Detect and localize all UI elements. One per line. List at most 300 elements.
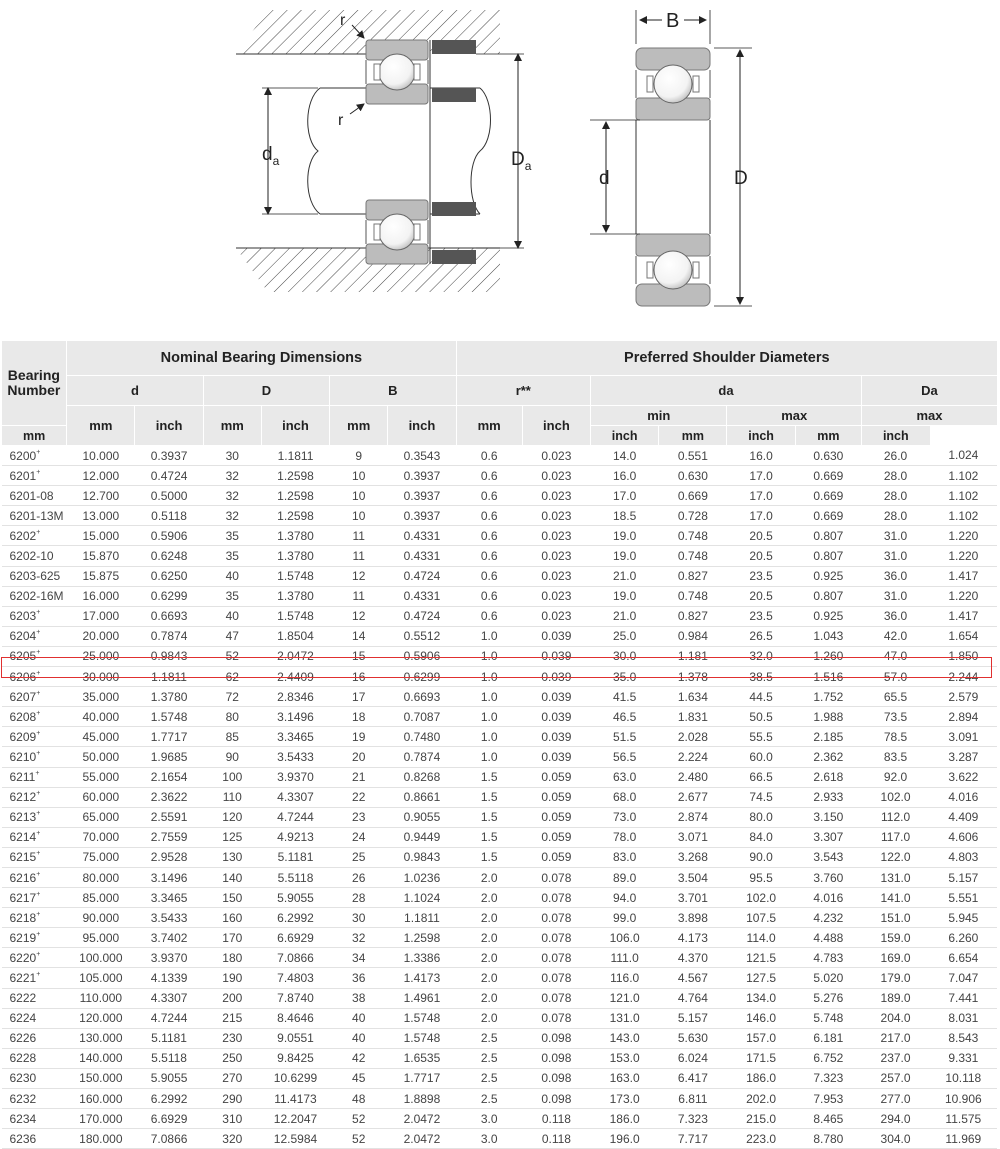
da-max-header: max bbox=[727, 406, 861, 426]
value-cell: 0.669 bbox=[659, 486, 727, 506]
value-cell: 189.0 bbox=[861, 988, 929, 1008]
value-cell: 0.6693 bbox=[135, 606, 203, 626]
value-cell: 15 bbox=[330, 646, 388, 666]
value-cell: 215 bbox=[203, 1008, 261, 1028]
value-cell: 0.9055 bbox=[388, 807, 456, 827]
value-cell: 28.0 bbox=[861, 486, 929, 506]
col-D-header: D bbox=[203, 376, 329, 406]
bearing-number-cell: 6221+ bbox=[2, 968, 67, 988]
value-cell: 1.3780 bbox=[261, 526, 329, 546]
value-cell: 9.8425 bbox=[261, 1048, 329, 1068]
value-cell: 1.5748 bbox=[261, 606, 329, 626]
value-cell: 5.157 bbox=[930, 867, 997, 887]
value-cell: 40 bbox=[330, 1008, 388, 1028]
value-cell: 40 bbox=[330, 1028, 388, 1048]
value-cell: 68.0 bbox=[591, 787, 659, 807]
value-cell: 3.287 bbox=[930, 747, 997, 767]
value-cell: 0.630 bbox=[795, 446, 861, 466]
value-cell: 1.1024 bbox=[388, 888, 456, 908]
value-cell: 99.0 bbox=[591, 908, 659, 928]
value-cell: 5.551 bbox=[930, 888, 997, 908]
bearing-number-cell: 6201-13M bbox=[2, 506, 67, 526]
bearing-number-cell: 6213+ bbox=[2, 807, 67, 827]
value-cell: 66.5 bbox=[727, 767, 795, 787]
value-cell: 0.4331 bbox=[388, 546, 456, 566]
value-cell: 75.000 bbox=[67, 847, 135, 867]
value-cell: 6.181 bbox=[795, 1028, 861, 1048]
table-row bbox=[2, 1109, 998, 1129]
value-cell: 1.5 bbox=[456, 827, 522, 847]
value-cell: 102.0 bbox=[861, 787, 929, 807]
value-cell: 90.0 bbox=[727, 847, 795, 867]
value-cell: 0.039 bbox=[522, 707, 590, 727]
value-cell: 5.5118 bbox=[135, 1048, 203, 1068]
value-cell: 1.102 bbox=[930, 506, 997, 526]
value-cell: 16.000 bbox=[67, 586, 135, 606]
value-cell: 2.028 bbox=[659, 727, 727, 747]
table-row bbox=[2, 586, 998, 606]
value-cell: 0.6 bbox=[456, 466, 522, 486]
value-cell: 2.244 bbox=[930, 667, 997, 687]
value-cell: 14.0 bbox=[591, 446, 659, 466]
value-cell: 2.0472 bbox=[388, 1129, 456, 1149]
value-cell: 200 bbox=[203, 988, 261, 1008]
value-cell: 116.0 bbox=[591, 968, 659, 988]
value-cell: 0.5906 bbox=[388, 646, 456, 666]
value-cell: 0.039 bbox=[522, 687, 590, 707]
unit-header: inch bbox=[727, 426, 795, 446]
value-cell: 1.0 bbox=[456, 707, 522, 727]
value-cell: 0.5906 bbox=[135, 526, 203, 546]
unit-header: mm bbox=[2, 426, 67, 446]
label-D: D bbox=[734, 168, 748, 189]
value-cell: 0.098 bbox=[522, 1048, 590, 1068]
value-cell: 3.760 bbox=[795, 867, 861, 887]
value-cell: 31.0 bbox=[861, 546, 929, 566]
value-cell: 32.0 bbox=[727, 646, 795, 666]
value-cell: 0.669 bbox=[795, 466, 861, 486]
value-cell: 0.6 bbox=[456, 486, 522, 506]
bearing-number-cell: 6234 bbox=[2, 1109, 67, 1129]
unit-header: inch bbox=[135, 406, 203, 446]
value-cell: 7.323 bbox=[795, 1068, 861, 1088]
value-cell: 7.323 bbox=[659, 1109, 727, 1129]
bearing-number-cell: 6216+ bbox=[2, 867, 67, 887]
value-cell: 140.000 bbox=[67, 1048, 135, 1068]
value-cell: 20.5 bbox=[727, 546, 795, 566]
value-cell: 65.000 bbox=[67, 807, 135, 827]
value-cell: 1.378 bbox=[659, 667, 727, 687]
table-row bbox=[2, 787, 998, 807]
unit-header: mm bbox=[67, 406, 135, 446]
value-cell: 0.023 bbox=[522, 526, 590, 546]
value-cell: 23.5 bbox=[727, 606, 795, 626]
value-cell: 3.3465 bbox=[261, 727, 329, 747]
value-cell: 25 bbox=[330, 847, 388, 867]
value-cell: 10.000 bbox=[67, 446, 135, 466]
value-cell: 0.078 bbox=[522, 908, 590, 928]
col-Da-header: Da bbox=[861, 376, 997, 406]
bearing-number-cell: 6210+ bbox=[2, 747, 67, 767]
nominal-dimensions-header: Nominal Bearing Dimensions bbox=[67, 341, 456, 376]
value-cell: 1.3780 bbox=[135, 687, 203, 707]
bearing-number-cell: 6211+ bbox=[2, 767, 67, 787]
value-cell: 18.5 bbox=[591, 506, 659, 526]
value-cell: 0.807 bbox=[795, 546, 861, 566]
value-cell: 0.6299 bbox=[135, 586, 203, 606]
value-cell: 4.567 bbox=[659, 968, 727, 988]
bearing-number-cell: 6230 bbox=[2, 1068, 67, 1088]
value-cell: 3.5433 bbox=[261, 747, 329, 767]
value-cell: 36.0 bbox=[861, 606, 929, 626]
value-cell: 153.0 bbox=[591, 1048, 659, 1068]
preferred-shoulder-header: Preferred Shoulder Diameters bbox=[456, 341, 997, 376]
bearing-number-cell: 6204+ bbox=[2, 626, 67, 646]
value-cell: 45 bbox=[330, 1068, 388, 1088]
value-cell: 6.417 bbox=[659, 1068, 727, 1088]
value-cell: 215.0 bbox=[727, 1109, 795, 1129]
value-cell: 1.4173 bbox=[388, 968, 456, 988]
table-row bbox=[2, 888, 998, 908]
table-row bbox=[2, 1089, 998, 1109]
value-cell: 0.669 bbox=[795, 506, 861, 526]
value-cell: 11.969 bbox=[930, 1129, 997, 1149]
table-row bbox=[2, 1028, 998, 1048]
value-cell: 19.0 bbox=[591, 586, 659, 606]
value-cell: 1.181 bbox=[659, 646, 727, 666]
value-cell: 3.5433 bbox=[135, 908, 203, 928]
table-row bbox=[2, 526, 998, 546]
value-cell: 85 bbox=[203, 727, 261, 747]
value-cell: 0.3937 bbox=[388, 486, 456, 506]
value-cell: 1.043 bbox=[795, 626, 861, 646]
value-cell: 1.0 bbox=[456, 667, 522, 687]
value-cell: 17.0 bbox=[591, 486, 659, 506]
value-cell: 0.118 bbox=[522, 1109, 590, 1129]
value-cell: 6.2992 bbox=[135, 1089, 203, 1109]
value-cell: 0.9843 bbox=[388, 847, 456, 867]
value-cell: 217.0 bbox=[861, 1028, 929, 1048]
value-cell: 90.000 bbox=[67, 908, 135, 928]
value-cell: 277.0 bbox=[861, 1089, 929, 1109]
label-r-mid: r bbox=[338, 112, 344, 129]
value-cell: 3.071 bbox=[659, 827, 727, 847]
value-cell: 0.6 bbox=[456, 526, 522, 546]
value-cell: 1.7717 bbox=[135, 727, 203, 747]
value-cell: 6.6929 bbox=[261, 928, 329, 948]
value-cell: 0.748 bbox=[659, 526, 727, 546]
table-row bbox=[2, 988, 998, 1008]
value-cell: 0.6 bbox=[456, 586, 522, 606]
value-cell: 4.803 bbox=[930, 847, 997, 867]
value-cell: 60.0 bbox=[727, 747, 795, 767]
value-cell: 0.078 bbox=[522, 968, 590, 988]
value-cell: 63.0 bbox=[591, 767, 659, 787]
value-cell: 2.0472 bbox=[388, 1109, 456, 1129]
value-cell: 28.0 bbox=[861, 506, 929, 526]
table-row bbox=[2, 727, 998, 747]
value-cell: 60.000 bbox=[67, 787, 135, 807]
value-cell: 26.0 bbox=[861, 446, 929, 466]
value-cell: 3.307 bbox=[795, 827, 861, 847]
bearing-number-cell: 6220+ bbox=[2, 948, 67, 968]
bearing-diagram bbox=[0, 0, 1000, 340]
value-cell: 1.5 bbox=[456, 767, 522, 787]
value-cell: 17.0 bbox=[727, 486, 795, 506]
value-cell: 1.654 bbox=[930, 626, 997, 646]
value-cell: 40 bbox=[203, 566, 261, 586]
value-cell: 5.945 bbox=[930, 908, 997, 928]
value-cell: 23.5 bbox=[727, 566, 795, 586]
value-cell: 106.0 bbox=[591, 928, 659, 948]
value-cell: 3.0 bbox=[456, 1109, 522, 1129]
value-cell: 0.039 bbox=[522, 626, 590, 646]
table-row bbox=[2, 928, 998, 948]
value-cell: 8.031 bbox=[930, 1008, 997, 1028]
value-cell: 4.173 bbox=[659, 928, 727, 948]
value-cell: 1.0 bbox=[456, 747, 522, 767]
value-cell: 107.5 bbox=[727, 908, 795, 928]
shoulder-bar bbox=[432, 88, 476, 102]
value-cell: 0.023 bbox=[522, 506, 590, 526]
bearing-number-cell: 6236 bbox=[2, 1129, 67, 1149]
value-cell: 1.3386 bbox=[388, 948, 456, 968]
value-cell: 32 bbox=[203, 486, 261, 506]
value-cell: 0.925 bbox=[795, 606, 861, 626]
table-row bbox=[2, 506, 998, 526]
value-cell: 143.0 bbox=[591, 1028, 659, 1048]
value-cell: 3.150 bbox=[795, 807, 861, 827]
da-min-header: min bbox=[591, 406, 727, 426]
value-cell: 20.5 bbox=[727, 526, 795, 546]
value-cell: 1.1811 bbox=[261, 446, 329, 466]
value-cell: 12 bbox=[330, 566, 388, 586]
value-cell: 1.0 bbox=[456, 727, 522, 747]
table-row bbox=[2, 566, 998, 586]
value-cell: 1.024 bbox=[930, 446, 997, 466]
value-cell: 270 bbox=[203, 1068, 261, 1088]
value-cell: 17.000 bbox=[67, 606, 135, 626]
value-cell: 1.2598 bbox=[388, 928, 456, 948]
value-cell: 50.000 bbox=[67, 747, 135, 767]
value-cell: 3.1496 bbox=[135, 867, 203, 887]
value-cell: 55.5 bbox=[727, 727, 795, 747]
value-cell: 0.078 bbox=[522, 1008, 590, 1028]
value-cell: 0.6299 bbox=[388, 667, 456, 687]
value-cell: 0.6 bbox=[456, 546, 522, 566]
bearing-number-cell: 6214+ bbox=[2, 827, 67, 847]
bearing-number-cell: 6202+ bbox=[2, 526, 67, 546]
unit-header: inch bbox=[591, 426, 659, 446]
value-cell: 0.023 bbox=[522, 486, 590, 506]
value-cell: 15.870 bbox=[67, 546, 135, 566]
value-cell: 28 bbox=[330, 888, 388, 908]
value-cell: 0.807 bbox=[795, 586, 861, 606]
value-cell: 0.118 bbox=[522, 1129, 590, 1149]
value-cell: 8.780 bbox=[795, 1129, 861, 1149]
value-cell: 0.748 bbox=[659, 586, 727, 606]
bearing-number-cell: 6224 bbox=[2, 1008, 67, 1028]
value-cell: 0.925 bbox=[795, 566, 861, 586]
value-cell: 2.0 bbox=[456, 867, 522, 887]
value-cell: 0.023 bbox=[522, 606, 590, 626]
value-cell: 0.6 bbox=[456, 606, 522, 626]
value-cell: 2.0 bbox=[456, 948, 522, 968]
value-cell: 5.1181 bbox=[135, 1028, 203, 1048]
value-cell: 32 bbox=[203, 466, 261, 486]
value-cell: 19 bbox=[330, 727, 388, 747]
value-cell: 20.5 bbox=[727, 586, 795, 606]
value-cell: 257.0 bbox=[861, 1068, 929, 1088]
value-cell: 0.8661 bbox=[388, 787, 456, 807]
table-row bbox=[2, 968, 998, 988]
col-B-header: B bbox=[330, 376, 456, 406]
value-cell: 8.4646 bbox=[261, 1008, 329, 1028]
bearing-number-cell: 6203-625 bbox=[2, 566, 67, 586]
table-row bbox=[2, 908, 998, 928]
bearing-number-cell: 6201-08 bbox=[2, 486, 67, 506]
value-cell: 1.5 bbox=[456, 807, 522, 827]
value-cell: 3.701 bbox=[659, 888, 727, 908]
value-cell: 21.0 bbox=[591, 566, 659, 586]
value-cell: 1.102 bbox=[930, 486, 997, 506]
value-cell: 1.634 bbox=[659, 687, 727, 707]
value-cell: 9 bbox=[330, 446, 388, 466]
value-cell: 0.984 bbox=[659, 626, 727, 646]
value-cell: 9.331 bbox=[930, 1048, 997, 1068]
value-cell: 2.5 bbox=[456, 1048, 522, 1068]
value-cell: 7.441 bbox=[930, 988, 997, 1008]
bearing-number-cell: 6228 bbox=[2, 1048, 67, 1068]
value-cell: 1.220 bbox=[930, 546, 997, 566]
value-cell: 110 bbox=[203, 787, 261, 807]
value-cell: 120 bbox=[203, 807, 261, 827]
ball-lower bbox=[379, 214, 415, 250]
value-cell: 1.752 bbox=[795, 687, 861, 707]
value-cell: 80.0 bbox=[727, 807, 795, 827]
bearing-number-cell: 6219+ bbox=[2, 928, 67, 948]
value-cell: 35.000 bbox=[67, 687, 135, 707]
value-cell: 1.220 bbox=[930, 526, 997, 546]
value-cell: 22 bbox=[330, 787, 388, 807]
table-row bbox=[2, 646, 998, 666]
value-cell: 7.8740 bbox=[261, 988, 329, 1008]
value-cell: 0.078 bbox=[522, 867, 590, 887]
unit-header: mm bbox=[659, 426, 727, 446]
unit-header: inch bbox=[522, 406, 590, 446]
table-row bbox=[2, 707, 998, 727]
value-cell: 0.7087 bbox=[388, 707, 456, 727]
table-row bbox=[2, 446, 998, 466]
bearing-number-cell: 6215+ bbox=[2, 847, 67, 867]
value-cell: 2.0 bbox=[456, 1008, 522, 1028]
value-cell: 2.5 bbox=[456, 1068, 522, 1088]
label-Da: $D_a$ bbox=[511, 149, 532, 173]
value-cell: 160.000 bbox=[67, 1089, 135, 1109]
value-cell: 0.023 bbox=[522, 586, 590, 606]
value-cell: 3.543 bbox=[795, 847, 861, 867]
value-cell: 17.0 bbox=[727, 506, 795, 526]
value-cell: 0.827 bbox=[659, 566, 727, 586]
bearing-number-cell: 6201+ bbox=[2, 466, 67, 486]
value-cell: 7.0866 bbox=[261, 948, 329, 968]
mounted-section bbox=[236, 10, 532, 292]
label-B: B bbox=[666, 10, 680, 32]
value-cell: 125 bbox=[203, 827, 261, 847]
bearing-number-cell: 6232 bbox=[2, 1089, 67, 1109]
value-cell: 78.0 bbox=[591, 827, 659, 847]
value-cell: 14 bbox=[330, 626, 388, 646]
value-cell: 121.0 bbox=[591, 988, 659, 1008]
value-cell: 0.3937 bbox=[388, 466, 456, 486]
value-cell: 202.0 bbox=[727, 1089, 795, 1109]
value-cell: 3.3465 bbox=[135, 888, 203, 908]
unit-header: mm bbox=[203, 406, 261, 446]
value-cell: 2.5 bbox=[456, 1028, 522, 1048]
value-cell: 160 bbox=[203, 908, 261, 928]
shoulder-bar bbox=[432, 250, 476, 264]
value-cell: 2.874 bbox=[659, 807, 727, 827]
value-cell: 1.0 bbox=[456, 687, 522, 707]
value-cell: 105.000 bbox=[67, 968, 135, 988]
value-cell: 2.0472 bbox=[261, 646, 329, 666]
value-cell: 0.039 bbox=[522, 747, 590, 767]
value-cell: 0.098 bbox=[522, 1028, 590, 1048]
value-cell: 2.1654 bbox=[135, 767, 203, 787]
value-cell: 12 bbox=[330, 606, 388, 626]
value-cell: 100.000 bbox=[67, 948, 135, 968]
value-cell: 36.0 bbox=[861, 566, 929, 586]
value-cell: 30.000 bbox=[67, 667, 135, 687]
value-cell: 0.078 bbox=[522, 928, 590, 948]
value-cell: 151.0 bbox=[861, 908, 929, 928]
shoulder-bar bbox=[432, 202, 476, 216]
value-cell: 20 bbox=[330, 747, 388, 767]
value-cell: 19.0 bbox=[591, 546, 659, 566]
value-cell: 2.5 bbox=[456, 1089, 522, 1109]
value-cell: 0.3937 bbox=[135, 446, 203, 466]
value-cell: 122.0 bbox=[861, 847, 929, 867]
value-cell: 35 bbox=[203, 546, 261, 566]
value-cell: 35.0 bbox=[591, 667, 659, 687]
value-cell: 57.0 bbox=[861, 667, 929, 687]
value-cell: 2.3622 bbox=[135, 787, 203, 807]
col-d-header: d bbox=[67, 376, 203, 406]
value-cell: 10.6299 bbox=[261, 1068, 329, 1088]
value-cell: 0.059 bbox=[522, 807, 590, 827]
ball-bottom bbox=[654, 251, 692, 289]
value-cell: 95.000 bbox=[67, 928, 135, 948]
value-cell: 26.5 bbox=[727, 626, 795, 646]
label-da: $d_a$ bbox=[262, 144, 280, 168]
value-cell: 0.6 bbox=[456, 506, 522, 526]
value-cell: 5.1181 bbox=[261, 847, 329, 867]
value-cell: 12.5984 bbox=[261, 1129, 329, 1149]
value-cell: 2.933 bbox=[795, 787, 861, 807]
value-cell: 72 bbox=[203, 687, 261, 707]
value-cell: 0.078 bbox=[522, 988, 590, 1008]
value-cell: 28.0 bbox=[861, 466, 929, 486]
value-cell: 80 bbox=[203, 707, 261, 727]
value-cell: 0.059 bbox=[522, 827, 590, 847]
value-cell: 0.9843 bbox=[135, 646, 203, 666]
value-cell: 0.039 bbox=[522, 727, 590, 747]
value-cell: 2.185 bbox=[795, 727, 861, 747]
value-cell: 17.0 bbox=[727, 466, 795, 486]
value-cell: 1.4961 bbox=[388, 988, 456, 1008]
value-cell: 131.0 bbox=[591, 1008, 659, 1028]
value-cell: 2.618 bbox=[795, 767, 861, 787]
